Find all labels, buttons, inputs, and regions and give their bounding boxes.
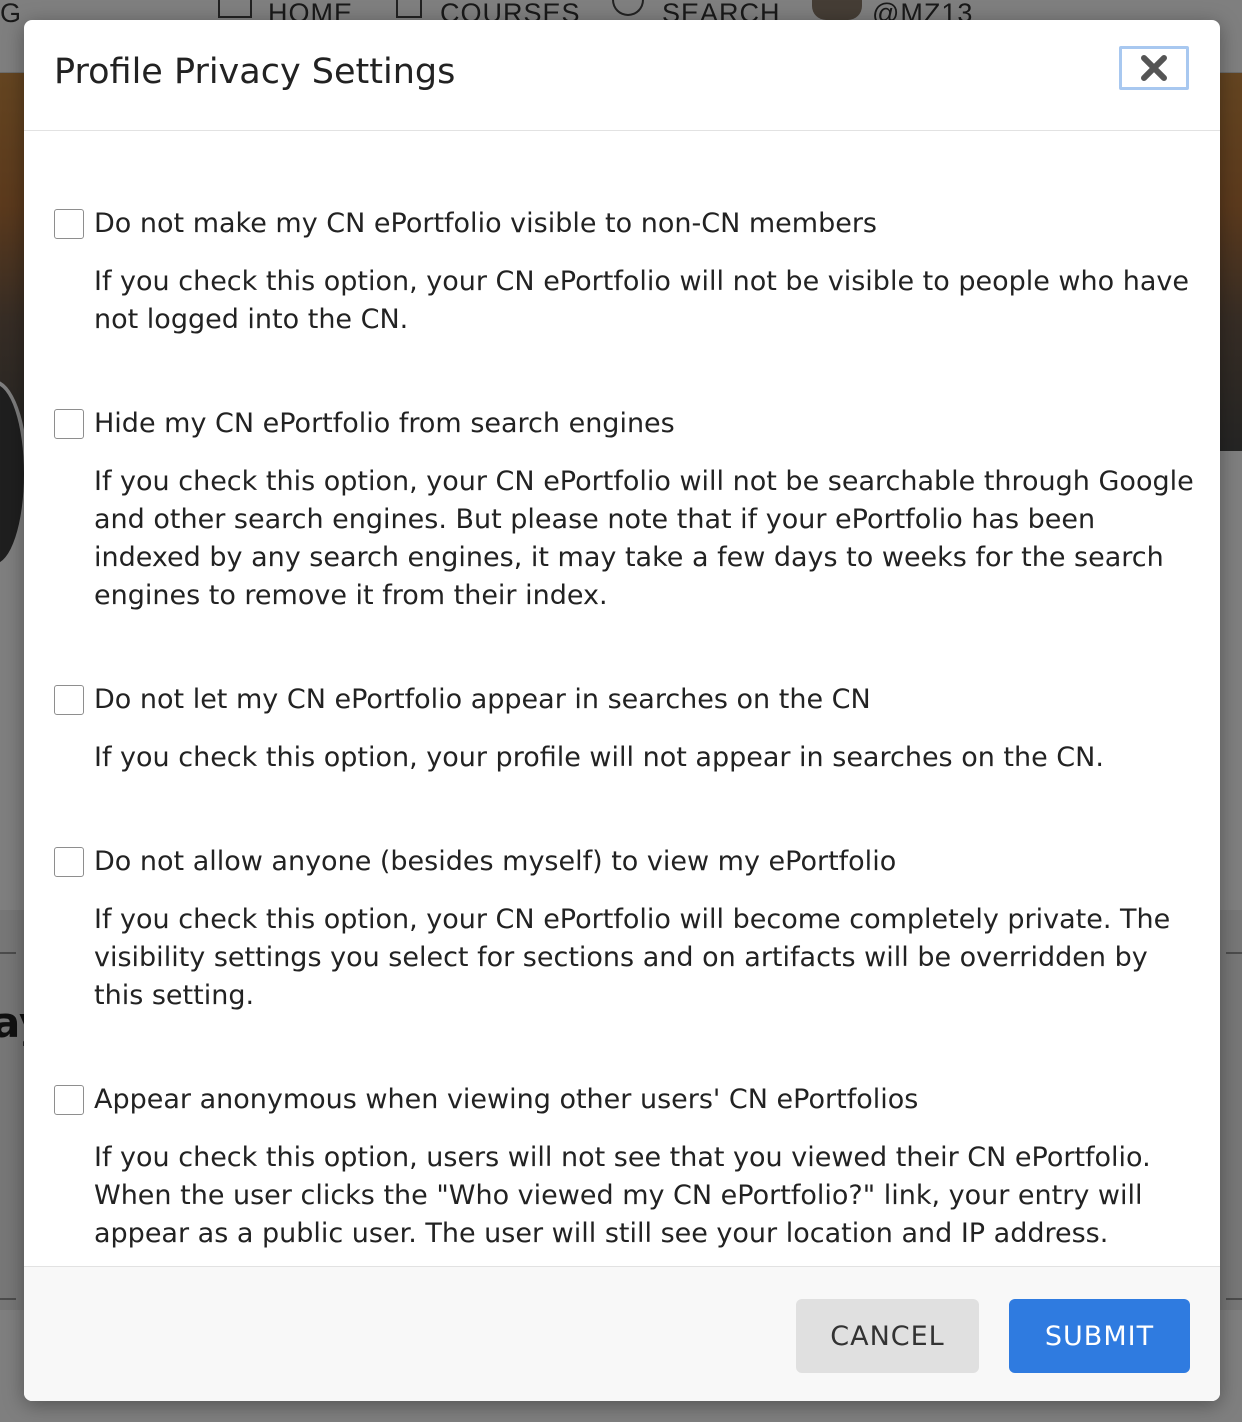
close-button[interactable]: [1119, 46, 1189, 90]
option-hide-non-members: [54, 205, 1194, 335]
hide-non-members-checkbox[interactable]: [54, 209, 84, 239]
modal-title: Profile Privacy Settings: [54, 52, 456, 92]
privacy-settings-modal: [24, 20, 1220, 1401]
option-hide-search-engines: [54, 405, 1194, 611]
option-description: If you check this option, users will not see that you viewed their CN ePortfolio. When the user clicks the "Who viewed my CN ePortfolio?" link, your entry will appear as a public user. The user will still see your location and IP address.: [94, 1142, 1151, 1249]
close-icon: [1139, 53, 1169, 83]
option-row[interactable]: [54, 205, 1194, 245]
option-label[interactable]: Hide my CN ePortfolio from search engines: [94, 408, 675, 439]
hide-search-engines-checkbox[interactable]: [54, 409, 84, 439]
option-row[interactable]: [54, 681, 1194, 721]
option-label[interactable]: Appear anonymous when viewing other users' CN ePortfolios: [94, 1084, 919, 1115]
option-anonymous: [54, 1081, 1194, 1249]
option-description: If you check this option, your profile will not appear in searches on the CN.: [94, 742, 1104, 773]
option-row[interactable]: [54, 843, 1194, 883]
option-label[interactable]: Do not make my CN ePortfolio visible to non-CN members: [94, 208, 877, 239]
option-hide-cn-searches: [54, 681, 1194, 773]
option-label[interactable]: Do not allow anyone (besides myself) to view my ePortfolio: [94, 846, 897, 877]
modal-body: [24, 131, 1220, 1266]
modal-header: [24, 20, 1220, 131]
option-description: If you check this option, your CN ePortfolio will not be searchable through Google and other search engines. But please note that if your ePortfolio has been indexed by any search engines, it may take a few days to weeks for the search engines to remove it from their index.: [94, 466, 1194, 611]
option-row[interactable]: [54, 1081, 1194, 1121]
option-row[interactable]: [54, 405, 1194, 445]
cancel-button[interactable]: CANCEL: [796, 1299, 979, 1373]
option-description: If you check this option, your CN ePortfolio will not be visible to people who have not logged into the CN.: [94, 266, 1189, 335]
submit-button[interactable]: SUBMIT: [1009, 1299, 1190, 1373]
private-checkbox[interactable]: [54, 847, 84, 877]
modal-footer: [24, 1266, 1220, 1401]
option-private: [54, 843, 1194, 1011]
option-description: If you check this option, your CN ePortfolio will become completely private. The visibility settings you select for sections and on artifacts will be overridden by this setting.: [94, 904, 1171, 1011]
option-label[interactable]: Do not let my CN ePortfolio appear in searches on the CN: [94, 684, 871, 715]
hide-cn-searches-checkbox[interactable]: [54, 685, 84, 715]
anonymous-checkbox[interactable]: [54, 1085, 84, 1115]
